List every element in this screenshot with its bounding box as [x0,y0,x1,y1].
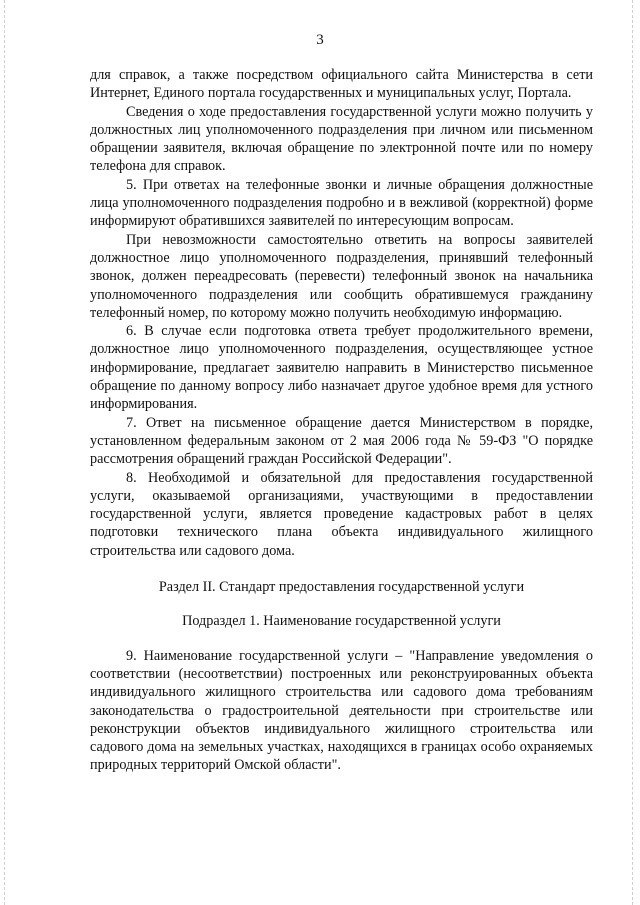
subsection-heading: Подраздел 1. Наименование государственной услуги [182,613,501,630]
paragraph-status-info: Сведения о ходе предоставления государственной услуги можно получить у должностных лиц уполномоченного подразделения при личном или письменном обращении заявителя, включая обращение по электронной почте или по номеру телефона для справок. [90,103,593,175]
paragraph-5: 5. При ответах на телефонные звонки и личные обращения должностные лица уполномоченного подразделения подробно и в вежливой (корректной) форме информируют обратившихся заявителей по интересующим вопросам. [90,176,593,230]
paragraph-8: 8. Необходимой и обязательной для предоставления государственной услуги, оказываемой организациями, участвующими в предоставлении государственной услуги, является проведение кадастровых работ в целях подготовки технического плана объекта индивидуального жилищного строительства или садового дома. [90,469,593,559]
paragraph-continuation: для справок, а также посредством официального сайта Министерства в сети Интернет, Единого портала государственных и муниципальных услуг, Портала. [90,67,593,102]
scan-edge-right [632,0,634,905]
paragraph-6: 6. В случае если подготовка ответа требует продолжительного времени, должностное лицо уполномоченного подразделения, осуществляющее устное информирование, предлагает заявителю направить в Министерство письменное обращение по данному вопросу либо назначает другое удобное время для устного информирования. [90,323,593,413]
scan-edge-left [4,0,6,905]
paragraph-9: 9. Наименование государственной услуги – "Направление уведомления о соответствии (несоответствии) построенных или реконструированных объекта индивидуального жилищного строительства или садового дома требованиям законодательства о градостроительной деятельности при строительстве или реконструкции объектов индивидуального жилищного строительства или садового дома на земельных участках, находящихся в границах особо охраняемых природных территорий Омской области". [90,647,593,774]
document-body [90,66,593,775]
paragraph-5-forwarding: При невозможности самостоятельно ответить на вопросы заявителей должностное лицо уполномоченного подразделения, принявший телефонный звонок, должен переадресовать (перевести) телефонный звонок на начальника уполномоченного подразделения или сообщить обратившемуся гражданину телефонный номер, по которому можно получить необходимую информацию. [90,231,593,321]
page-number: 3 [316,32,324,48]
section-heading: Раздел II. Стандарт предоставления государственной услуги [158,579,525,596]
paragraph-7: 7. Ответ на письменное обращение дается Министерством в порядке, установленном федеральным законом от 2 мая 2006 года № 59-ФЗ "О порядке рассмотрения обращений граждан Российской Федерации". [90,414,593,468]
